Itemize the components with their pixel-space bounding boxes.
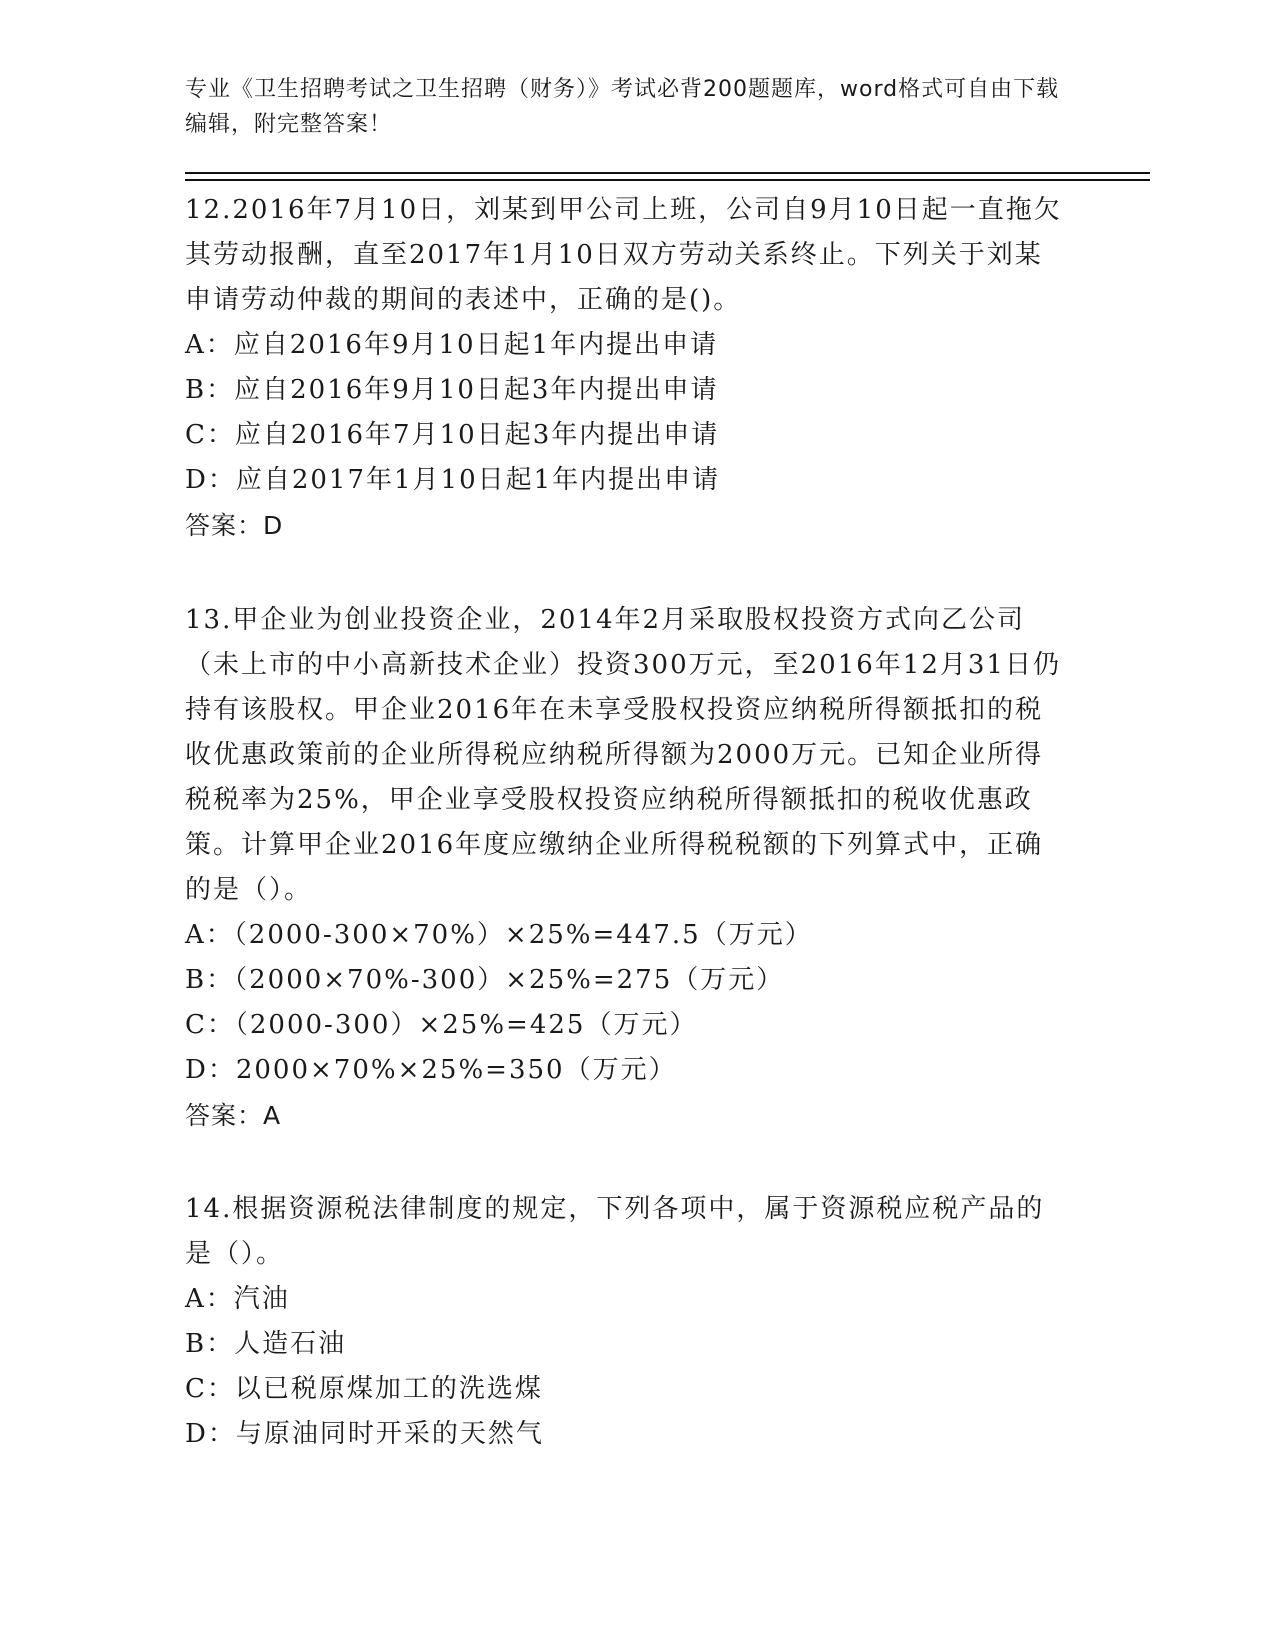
question-stem: 12.2016年7月10日，刘某到甲公司上班，公司自9月10日起一直拖欠其劳动报酬，直至2017年1月10日双方劳动关系终止。下列关于刘某申请劳动仲裁的期间的表述中，正确的是()。 (185, 195, 1062, 315)
option-a: A：应自2016年9月10日起1年内提出申请 (185, 330, 719, 360)
option-d: D：应自2017年1月10日起1年内提出申请 (185, 465, 721, 495)
document-header: 专业《卫生招聘考试之卫生招聘（财务）》考试必背200题题库，word格式可自由下载编辑，附完整答案！ (185, 77, 1060, 137)
question-stem: 14.根据资源税法律制度的规定，下列各项中，属于资源税应税产品的是（）。 (185, 1194, 1045, 1269)
option-b: B：应自2016年9月10日起3年内提出申请 (185, 375, 719, 405)
answer-line: 答案：D (185, 511, 284, 540)
option-c: C：应自2016年7月10日起3年内提出申请 (185, 420, 720, 450)
option-b: B：人造石油 (185, 1329, 347, 1359)
question-13 (185, 598, 1065, 1138)
question-12 (185, 188, 1065, 548)
option-c: C：以已税原煤加工的洗选煤 (185, 1374, 543, 1404)
option-a: A：汽油 (185, 1284, 290, 1314)
option-c: C：（2000-300）×25%=425（万元） (185, 1010, 698, 1040)
header-divider-bottom (185, 179, 1150, 181)
option-d: D：与原油同时开采的天然气 (185, 1419, 544, 1449)
question-14 (185, 1187, 1065, 1457)
option-a: A：（2000-300×70%）×25%=447.5（万元） (185, 920, 813, 950)
header-divider-top (185, 172, 1150, 174)
option-b: B：（2000×70%-300）×25%=275（万元） (185, 965, 785, 995)
answer-line: 答案：A (185, 1101, 282, 1130)
option-d: D：2000×70%×25%=350（万元） (185, 1055, 677, 1085)
question-stem: 13.甲企业为创业投资企业，2014年2月采取股权投资方式向乙公司（未上市的中小高新技术企业）投资300万元，至2016年12月31日仍持有该股权。甲企业2016年在未享受股权投资应纳税所得额抵扣的税收优惠政策前的企业所得税应纳税所得额为2000万元。已知企业所得税税率为25%，甲企业享受股权投资应纳税所得额抵扣的税收优惠政策。计算甲企业2016年度应缴纳企业所得税税额的下列算式中，正确的是（）。 (185, 605, 1061, 905)
